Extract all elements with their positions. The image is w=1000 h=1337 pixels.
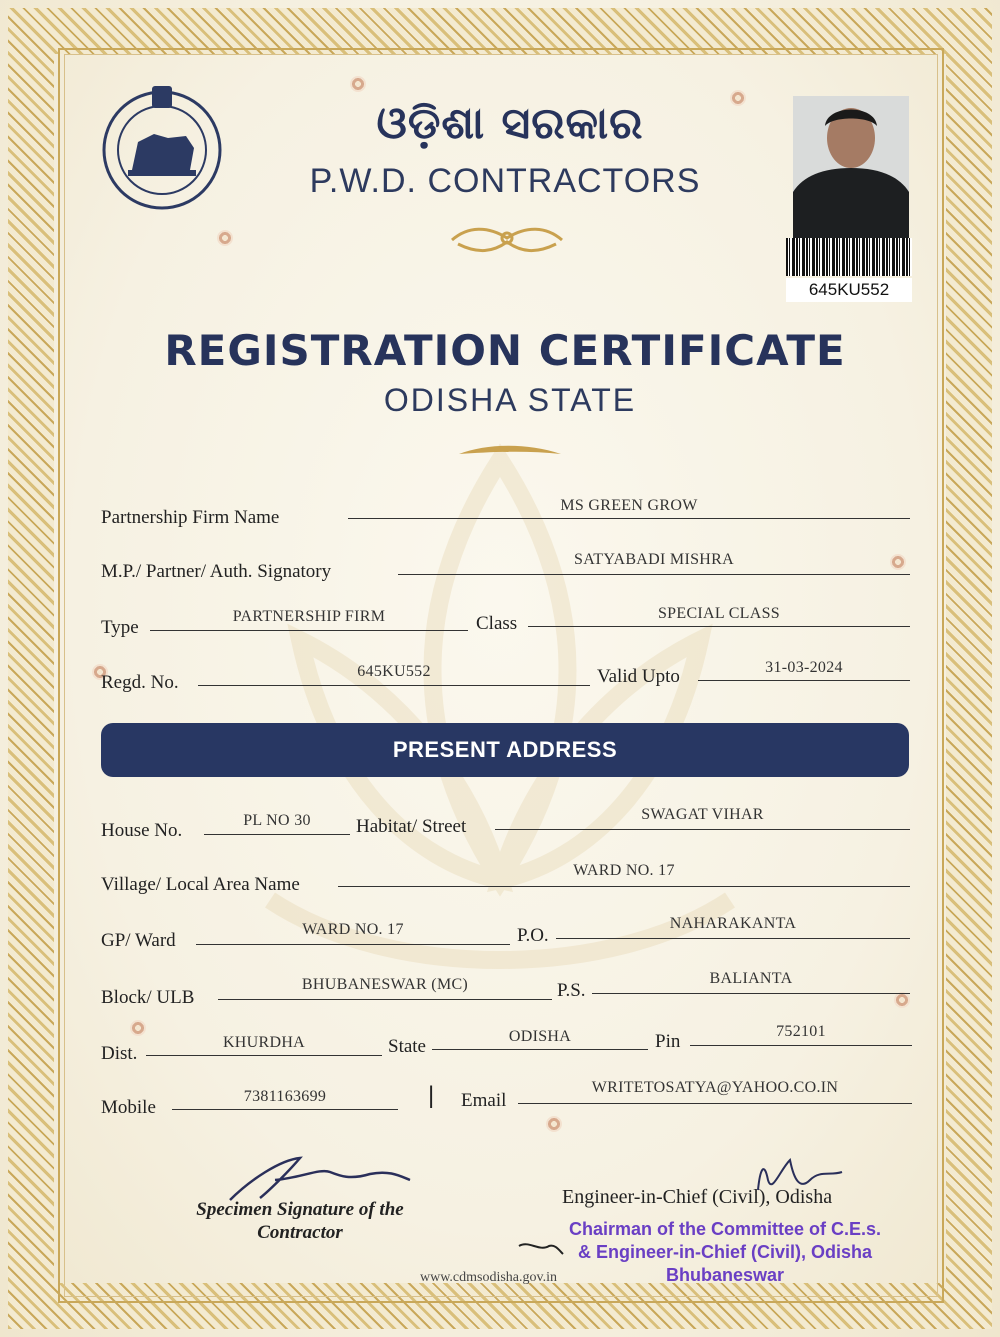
gp-ward-line: [196, 944, 510, 945]
po-line: [556, 938, 910, 939]
gold-flourish-icon: [448, 218, 566, 258]
pin-value: 752101: [776, 1023, 826, 1040]
stamp-line-2: & Engineer-in-Chief (Civil), Odisha: [577, 1242, 873, 1262]
gold-swoosh-icon: [455, 440, 565, 464]
type-label: Type: [101, 617, 139, 638]
pin-label: Pin: [655, 1031, 681, 1052]
ps-value: BALIANTA: [709, 970, 793, 987]
class-line: [528, 626, 910, 627]
decor-dot: [546, 1116, 562, 1132]
state-line: [432, 1049, 648, 1050]
dist-value: KHURDHA: [222, 1034, 306, 1051]
specimen-line-1: Specimen Signature of the: [196, 1199, 404, 1220]
type-line: [150, 630, 468, 631]
gp-ward-label: GP/ Ward: [101, 930, 176, 951]
certificate-subtitle: ODISHA STATE: [383, 382, 637, 418]
decor-dot: [217, 230, 233, 246]
house-no-label: House No.: [101, 820, 183, 841]
street-value: SWAGAT VIHAR: [641, 806, 764, 823]
email-value: WRITETOSATYA@YAHOO.CO.IN: [591, 1079, 839, 1096]
house-no-value: PL NO 30: [243, 812, 311, 829]
class-value: SPECIAL CLASS: [657, 605, 780, 622]
regd-no-value: 645KU552: [357, 663, 431, 680]
state-label: State: [388, 1036, 426, 1057]
stamp-line-3: Bhubaneswar: [665, 1265, 785, 1285]
contractor-photo: [793, 96, 909, 238]
stamp-line-1: Chairman of the Committee of C.E.s.: [568, 1219, 882, 1239]
gp-ward-value: WARD NO. 17: [302, 921, 404, 938]
valid-upto-value: 31-03-2024: [765, 659, 843, 676]
block-ulb-value: BHUBANESWAR (MC): [301, 976, 469, 993]
valid-upto-label: Valid Upto: [597, 666, 680, 687]
firm-name-line: [348, 518, 910, 519]
regd-no-line: [198, 685, 590, 686]
certificate-title: REGISTRATION CERTIFICATE: [164, 326, 846, 375]
field-separator: |: [428, 1082, 435, 1109]
mobile-label: Mobile: [101, 1097, 156, 1118]
village-value: WARD NO. 17: [573, 862, 675, 879]
odia-title: ଓଡ଼ିଶା ସରକାର: [376, 98, 644, 149]
house-no-line: [204, 834, 350, 835]
firm-name-value: MS GREEN GROW: [560, 497, 698, 514]
mobile-value: 7381163699: [243, 1088, 327, 1105]
website-url: www.cdmsodisha.gov.in: [420, 1270, 558, 1285]
block-ulb-line: [218, 999, 552, 1000]
signatory-label: M.P./ Partner/ Auth. Signatory: [101, 561, 332, 582]
signatory-value: SATYABADI MISHRA: [574, 551, 734, 568]
official-stamp: [545, 1218, 905, 1287]
signatory-line: [398, 574, 910, 575]
email-line: [518, 1103, 912, 1104]
odisha-emblem-icon: [98, 82, 226, 210]
dist-label: Dist.: [101, 1043, 138, 1064]
ps-label: P.S.: [557, 980, 586, 1001]
decor-dot: [130, 1020, 146, 1036]
specimen-line-2: Contractor: [257, 1222, 343, 1243]
firm-name-label: Partnership Firm Name: [101, 507, 280, 528]
village-line: [338, 886, 910, 887]
decor-dot: [350, 76, 366, 92]
barcode-number: 645KU552: [786, 278, 912, 302]
barcode: [786, 238, 912, 276]
pin-line: [690, 1045, 912, 1046]
class-label: Class: [476, 613, 518, 634]
ps-line: [592, 993, 910, 994]
engineer-in-chief-title: Engineer-in-Chief (Civil), Odisha: [562, 1186, 833, 1208]
dist-line: [146, 1055, 382, 1056]
village-label: Village/ Local Area Name: [101, 874, 300, 895]
po-label: P.O.: [517, 925, 549, 946]
specimen-signature-label: [172, 1198, 428, 1244]
mobile-line: [172, 1109, 398, 1110]
present-address-banner: PRESENT ADDRESS: [101, 723, 909, 777]
street-line: [495, 829, 910, 830]
person-icon: [793, 96, 909, 238]
type-value: PARTNERSHIP FIRM: [232, 608, 386, 625]
po-value: NAHARAKANTA: [669, 915, 797, 932]
decor-dot: [894, 992, 910, 1008]
email-label: Email: [461, 1090, 507, 1111]
valid-upto-line: [698, 680, 910, 681]
regd-no-label: Regd. No.: [101, 672, 179, 693]
street-label: Habitat/ Street: [356, 816, 467, 837]
pwd-contractors-heading: P.W.D. CONTRACTORS: [309, 162, 701, 200]
block-ulb-label: Block/ ULB: [101, 987, 195, 1008]
state-value: ODISHA: [508, 1028, 572, 1045]
